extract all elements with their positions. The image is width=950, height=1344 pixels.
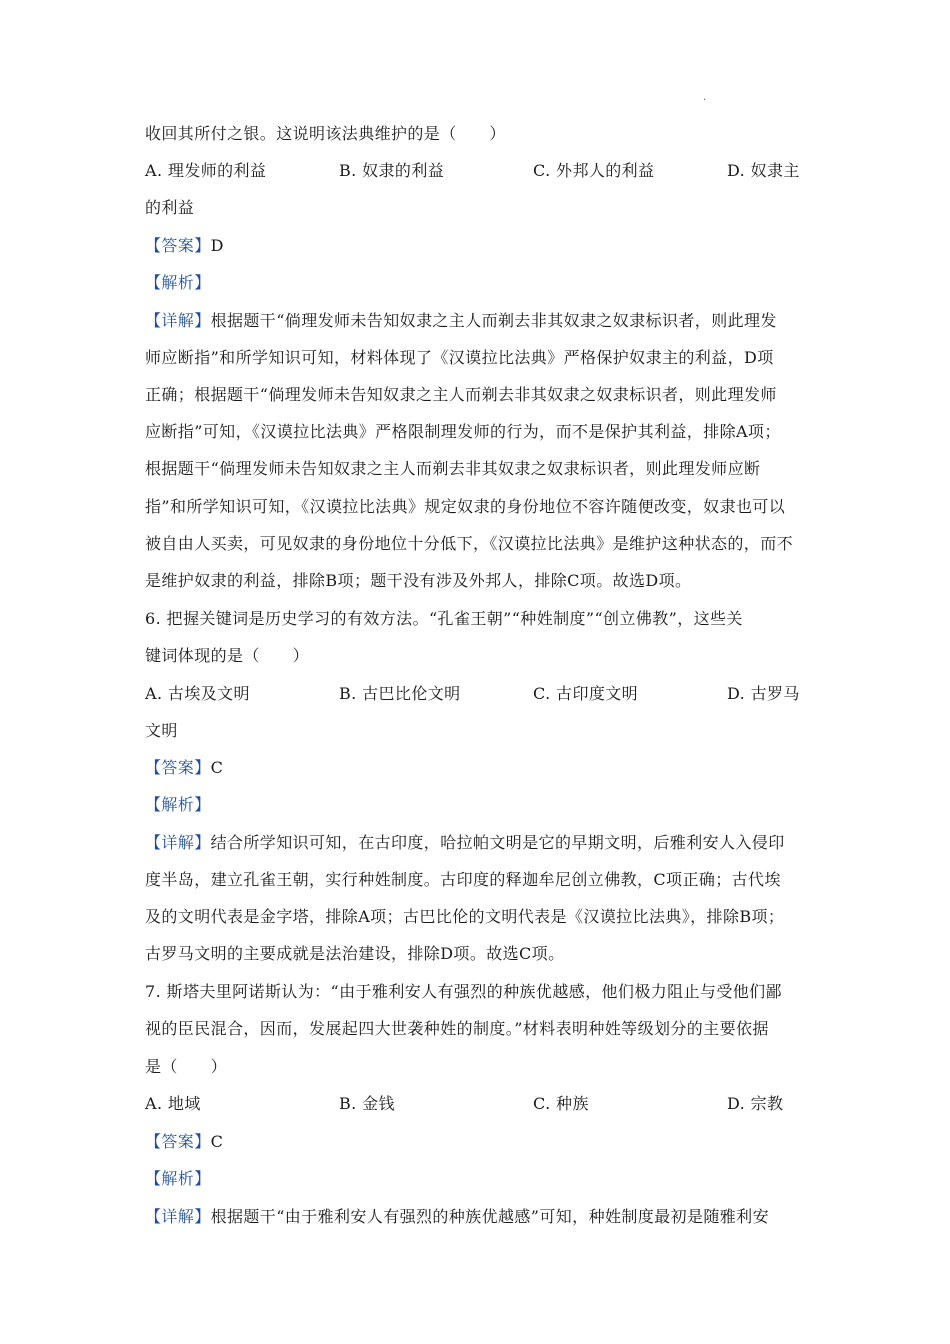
q5-detail-line: 正确；根据题干“倘理发师未告知奴隶之主人而剃去非其奴隶之奴隶标识者，则此理发师: [145, 385, 777, 404]
q6-stem-line: 键词体现的是（ ）: [145, 646, 310, 665]
q5-option-c: C. 外邦人的利益: [533, 161, 655, 180]
q5-detail-line: 被自由人买卖，可见奴隶的身份地位十分低下，《汉谟拉比法典》是维护这种状态的，而不: [145, 534, 794, 553]
q5-detail-line: 根据题干“倘理发师未告知奴隶之主人而剃去非其奴隶之奴隶标识者，则此理发师应断: [145, 459, 761, 478]
q5-stem: 收回其所付之银。这说明该法典维护的是（ ）: [145, 124, 506, 143]
answer-value: C: [210, 758, 224, 777]
q6-option-b: B. 古巴比伦文明: [339, 684, 461, 703]
q5-detail-line: 师应断指”和所学知识可知，材料体现了《汉谟拉比法典》严格保护奴隶主的利益，D项: [145, 348, 774, 367]
q6-stem-line: 6. 把握关键词是历史学习的有效方法。“孔雀王朝”“种姓制度”“创立佛教”，这些关: [145, 609, 743, 628]
detail-label: 【详解】: [145, 311, 211, 330]
answer-label: 【答案】: [145, 236, 211, 255]
q6-answer: [145, 758, 810, 778]
q7-stem-line: 是（ ）: [145, 1057, 228, 1076]
answer-label: 【答案】: [145, 1132, 211, 1151]
q7-option-b: B. 金钱: [339, 1094, 395, 1113]
q5-answer: [145, 236, 810, 256]
q7-stem-line: 视的臣民混合，因而，发展起四大世袭种姓的制度。”材料表明种姓等级划分的主要依据: [145, 1019, 769, 1038]
q7-answer: [145, 1132, 810, 1152]
q6-detail-line: 及的文明代表是金字塔，排除A项；古巴比伦的文明代表是《汉谟拉比法典》，排除B项；: [145, 907, 785, 926]
q5-detail-line: 应断指”可知，《汉谟拉比法典》严格限制理发师的行为，而不是保护其利益，排除A项；: [145, 422, 781, 441]
q5-detail-line: 是维护奴隶的利益，排除B项；题干没有涉及外邦人，排除C项。故选D项。: [145, 571, 692, 590]
q5-option-d: D. 奴隶主: [727, 161, 800, 180]
q7-stem-line: 7. 斯塔夫里阿诺斯认为：“由于雅利安人有强烈的种族优越感，他们极力阻止与受他们鄙: [145, 982, 782, 1001]
q6-detail-line: 【详解】结合所学知识可知，在古印度，哈拉帕文明是它的早期文明，后雅利安人入侵印: [145, 833, 785, 852]
q7-option-a: A. 地域: [145, 1094, 201, 1113]
q6-option-d: D. 古罗马: [727, 684, 800, 703]
q6-analysis: [145, 795, 810, 815]
q7-detail-line: 【详解】根据题干“由于雅利安人有强烈的种族优越感”可知，种姓制度最初是随雅利安: [145, 1207, 769, 1226]
analysis-label: 【解析】: [145, 1169, 211, 1188]
answer-value: C: [210, 1132, 224, 1151]
detail-label: 【详解】: [145, 833, 211, 852]
q6-option-c: C. 古印度文明: [533, 684, 639, 703]
q7-option-d: D. 宗教: [727, 1094, 784, 1113]
q7-option-c: C. 种族: [533, 1094, 589, 1113]
q7-analysis: [145, 1169, 810, 1189]
detail-label: 【详解】: [145, 1207, 211, 1226]
q5-detail-line: 指”和所学知识可知，《汉谟拉比法典》规定奴隶的身份地位不容许随便改变，奴隶也可以: [145, 497, 786, 516]
q6-option-wrap: 文明: [145, 721, 178, 740]
analysis-label: 【解析】: [145, 795, 211, 814]
q5-analysis: [145, 273, 810, 293]
q6-detail-line: 度半岛，建立孔雀王朝，实行种姓制度。古印度的释迦牟尼创立佛教，C项正确；古代埃: [145, 870, 781, 889]
q6-detail-line: 古罗马文明的主要成就是法治建设，排除D项。故选C项。: [145, 944, 565, 963]
top-mark: .: [703, 92, 707, 103]
q5-detail-line: 【详解】根据题干“倘理发师未告知奴隶之主人而剃去非其奴隶之奴隶标识者，则此理发: [145, 311, 777, 330]
answer-value: D: [210, 236, 224, 255]
q5-option-a: A. 理发师的利益: [145, 161, 267, 180]
q6-option-a: A. 古埃及文明: [145, 684, 250, 703]
q5-option-b: B. 奴隶的利益: [339, 161, 445, 180]
analysis-label: 【解析】: [145, 273, 211, 292]
answer-label: 【答案】: [145, 758, 211, 777]
q5-option-wrap: 的利益: [145, 198, 195, 217]
